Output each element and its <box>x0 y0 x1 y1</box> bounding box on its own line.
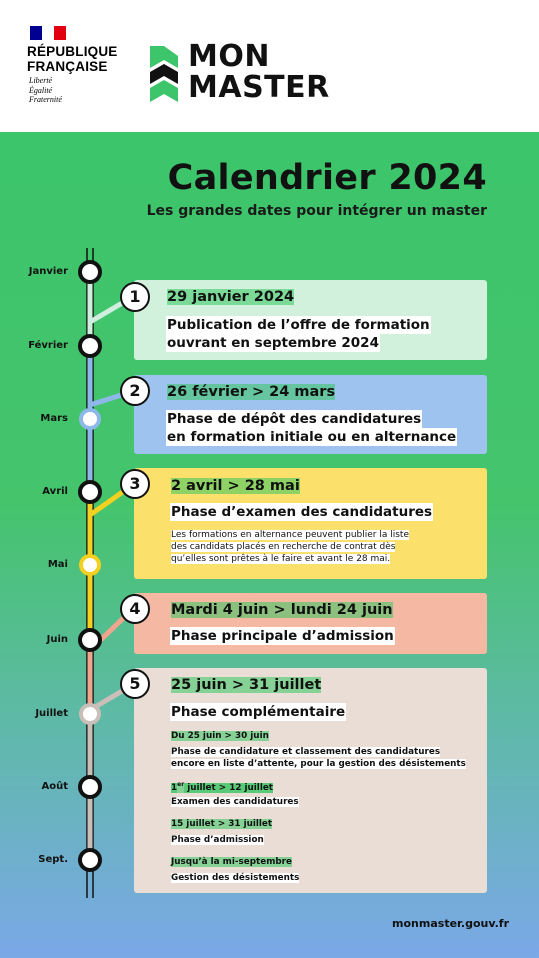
republic-motto <box>29 76 62 105</box>
header <box>0 0 539 132</box>
sub-item-description: Examen des candidatures <box>171 797 299 807</box>
month-label-juillet: Juillet <box>35 708 68 719</box>
month-label-juin: Juin <box>46 634 68 645</box>
step-card-1 <box>134 280 487 360</box>
month-label-mars: Mars <box>40 413 68 424</box>
step-card-3 <box>134 468 487 579</box>
sub-item-date: Du 25 juin > 30 juin <box>171 731 269 741</box>
mon-master-logo-icon <box>150 46 178 102</box>
step-number-badge: 5 <box>120 669 150 699</box>
month-label-mai: Mai <box>47 559 68 570</box>
step-date: Mardi 4 juin > lundi 24 juin <box>171 602 393 618</box>
sub-item-date: 1er juillet > 12 juillet <box>171 781 274 793</box>
republic-logo-text <box>27 44 118 74</box>
step-date: 25 juin > 31 juillet <box>171 677 322 693</box>
sub-item-date: Jusqu’à la mi-septembre <box>171 857 292 867</box>
page-subtitle: Les grandes dates pour intégrer un master <box>146 203 487 219</box>
step-description: Phase de dépôt des candidatures en formation initiale ou en alternance <box>167 411 457 445</box>
mon-master-wordmark <box>188 41 330 103</box>
motto-egalite: Égalité <box>29 85 53 95</box>
month-label-janvier: Janvier <box>28 266 68 277</box>
step-card-5 <box>134 668 487 893</box>
sub-item-date: 15 juillet > 31 juillet <box>171 819 273 829</box>
brand-line2: MASTER <box>188 70 330 105</box>
step-card-4 <box>134 593 487 654</box>
step-note: Les formations en alternance peuvent publier la liste des candidats placés en recherche de contrat dès qu’elles sont prêtes à le faire et avant le 28 mai. <box>171 530 409 564</box>
sub-item-description: Gestion des désistements <box>171 873 300 883</box>
month-label-aout: Août <box>41 781 68 792</box>
step-card-2 <box>134 375 487 454</box>
step-description: Phase principale d’admission <box>171 628 394 644</box>
step-date: 29 janvier 2024 <box>167 289 295 305</box>
motto-fraternite: Fraternité <box>29 95 62 104</box>
footer-url-link[interactable]: monmaster.gouv.fr <box>392 917 509 930</box>
sub-item-description: Phase d’admission <box>171 835 264 845</box>
page-title: Calendrier 2024 <box>167 158 487 198</box>
step-description: Phase complémentaire <box>171 704 346 720</box>
step-number-badge: 4 <box>120 594 150 624</box>
month-label-fevrier: Février <box>28 340 68 351</box>
republic-name-line1: RÉPUBLIQUE <box>27 44 118 59</box>
step-date: 2 avril > 28 mai <box>171 478 300 494</box>
step-description: Publication de l’offre de formation ouvrant en septembre 2024 <box>167 317 430 351</box>
step-date: 26 février > 24 mars <box>167 384 336 400</box>
step-number-badge: 1 <box>120 282 150 312</box>
month-label-sept: Sept. <box>38 854 68 865</box>
month-label-avril: Avril <box>42 486 68 497</box>
step-number-badge: 2 <box>120 376 150 406</box>
brand-line1: MON <box>188 39 270 74</box>
step-number-badge: 3 <box>120 469 150 499</box>
step-description: Phase d’examen des candidatures <box>171 504 433 520</box>
republic-name-line2: FRANÇAISE <box>27 59 108 74</box>
sub-item-description: Phase de candidature et classement des candidatures encore en liste d’attente, pour la gestion des désistements <box>171 747 466 769</box>
french-flag-icon <box>30 26 66 40</box>
motto-liberte: Liberté <box>29 76 53 85</box>
